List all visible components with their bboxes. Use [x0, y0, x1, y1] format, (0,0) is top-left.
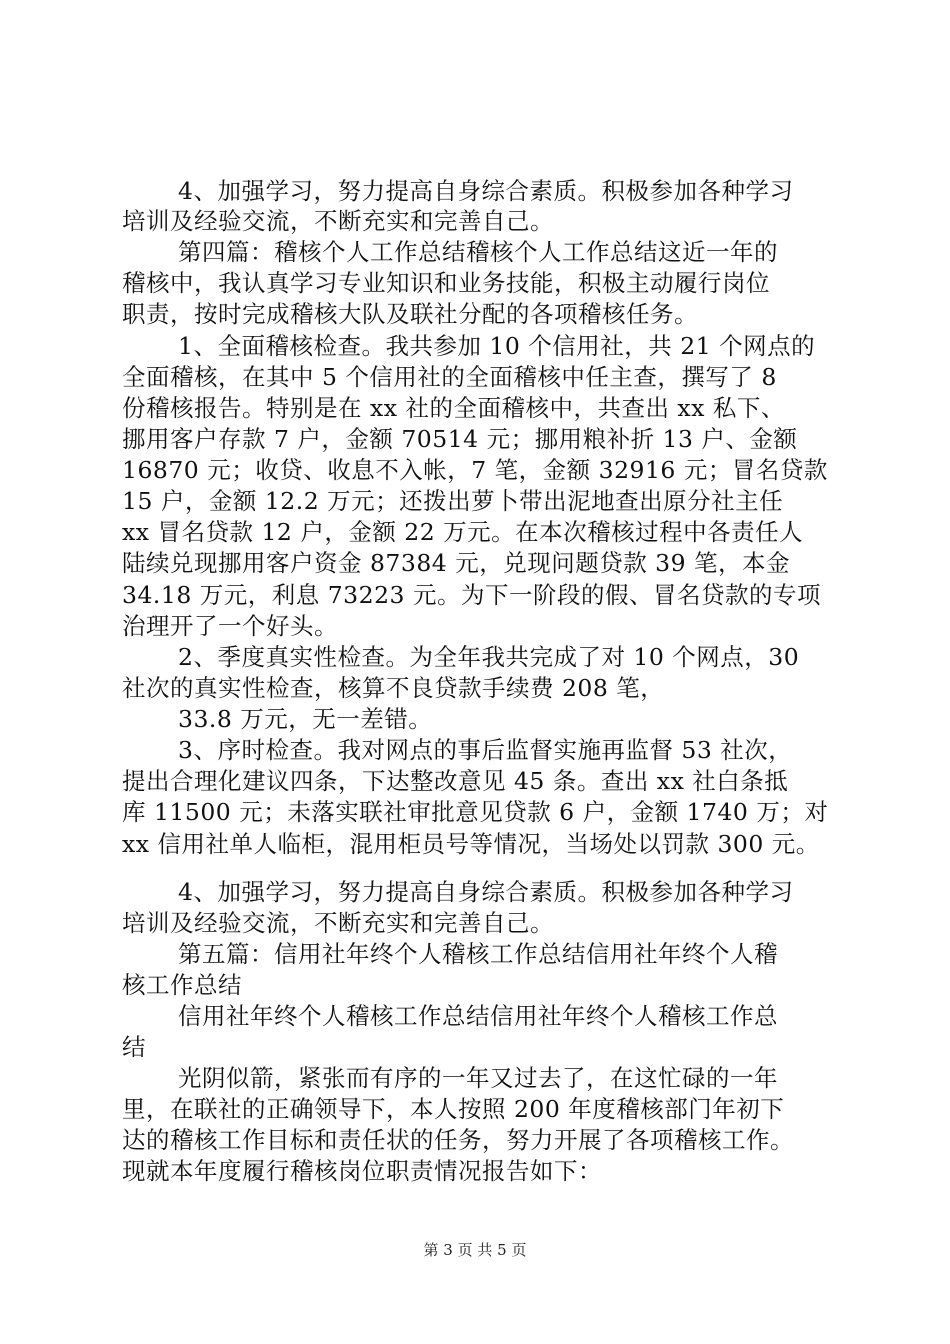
text-line: 社次的真实性检查，核算不良贷款手续费 208 笔，	[122, 674, 665, 702]
text-line: xx 冒名贷款 12 户，金额 22 万元。在本次稽核过程中各责任人	[122, 518, 804, 546]
text-line: 陆续兑现挪用客户资金 87384 元，兑现问题贷款 39 笔，本金	[122, 549, 791, 577]
text-line: 稽核中，我认真学习专业知识和业务技能，积极主动履行岗位	[122, 269, 770, 297]
text-line: 1、全面稽核检查。我共参加 10 个信用社，共 21 个网点的	[178, 332, 816, 360]
text-line: 4、加强学习，努力提高自身综合素质。积极参加各种学习	[178, 177, 794, 205]
text-line: 34.18 万元，利息 73223 元。为下一阶段的假、冒名贷款的专项	[122, 581, 821, 609]
section-heading-line: 第四篇：稽核个人工作总结稽核个人工作总结这近一年的	[178, 238, 778, 266]
text-line: 16870 元；收贷、收息不入帐，7 笔，金额 32916 元；冒名贷款	[122, 456, 828, 484]
text-line: 2、季度真实性检查。为全年我共完成了对 10 个网点，30	[178, 643, 800, 671]
text-line: 达的稽核工作目标和责任状的任务，努力开展了各项稽核工作。	[122, 1126, 794, 1154]
text-line: xx 信用社单人临柜，混用柜员号等情况，当场处以罚款 300 元。	[122, 830, 820, 858]
text-line: 职责，按时完成稽核大队及联社分配的各项稽核任务。	[122, 300, 698, 328]
section-heading-line: 第五篇：信用社年终个人稽核工作总结信用社年终个人稽	[178, 940, 778, 968]
text-line: 33.8 万元，无一差错。	[178, 705, 433, 733]
text-line: 15 户，金额 12.2 万元；还拨出萝卜带出泥地查出原分社主任	[122, 487, 784, 515]
text-line: 核工作总结	[122, 971, 242, 999]
text-line: 光阴似箭，紧张而有序的一年又过去了，在这忙碌的一年	[178, 1064, 778, 1092]
text-line: 挪用客户存款 7 户，金额 70514 元；挪用粮补折 13 户、金额	[122, 425, 798, 453]
text-line: 份稽核报告。特别是在 xx 社的全面稽核中，共查出 xx 私下、	[122, 394, 785, 422]
text-line: 信用社年终个人稽核工作总结信用社年终个人稽核工作总	[178, 1002, 778, 1030]
text-line: 结	[122, 1033, 146, 1061]
text-line: 里，在联社的正确领导下，本人按照 200 年度稽核部门年初下	[122, 1095, 785, 1123]
text-line: 全面稽核，在其中 5 个信用社的全面稽核中任主查，撰写了 8	[122, 363, 777, 391]
text-line: 3、序时检查。我对网点的事后监督实施再监督 53 社次，	[178, 736, 793, 764]
text-line: 现就本年度履行稽核岗位职责情况报告如下：	[122, 1157, 602, 1185]
text-line: 4、加强学习，努力提高自身综合素质。积极参加各种学习	[178, 878, 794, 906]
text-line: 培训及经验交流，不断充实和完善自己。	[122, 207, 554, 235]
text-line: 治理开了一个好头。	[122, 612, 338, 640]
text-line: 提出合理化建议四条，下达整改意见 45 条。查出 xx 社白条抵	[122, 767, 789, 795]
text-line: 培训及经验交流，不断充实和完善自己。	[122, 909, 554, 937]
page-number-footer: 第 3 页 共 5 页	[423, 1241, 527, 1259]
text-line: 库 11500 元；未落实联社审批意见贷款 6 户，金额 1740 万；对	[122, 798, 829, 826]
